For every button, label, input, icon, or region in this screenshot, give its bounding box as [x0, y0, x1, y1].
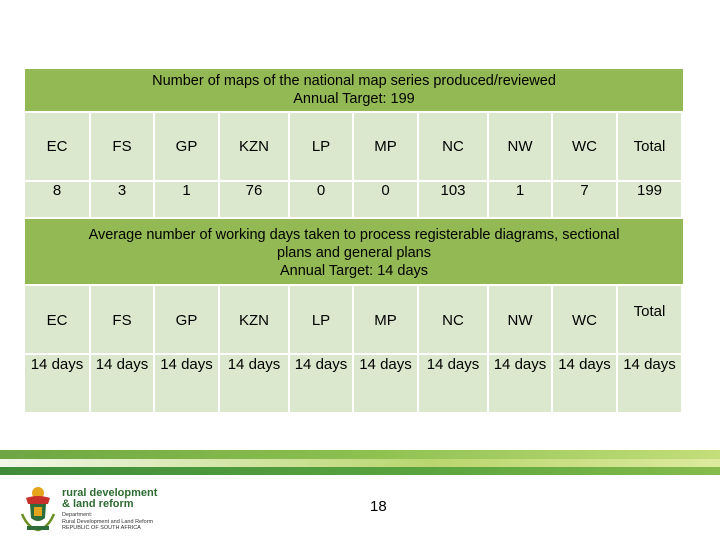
dept-line1: Department: [62, 512, 93, 518]
department-logo [18, 482, 178, 534]
table2-title-line1: Average number of working days taken to process registerable diagrams, sectional [88, 227, 620, 243]
table1-header [25, 69, 683, 111]
table1-value-row [25, 182, 683, 217]
table2-value-wc: 14 days [553, 355, 616, 412]
table1-value-gp: 1 [155, 182, 218, 217]
table1-value-lp: 0 [290, 182, 352, 217]
table2-value-ec: 14 days [25, 355, 89, 412]
table2-col-total: Total [618, 286, 681, 353]
page-number: 18 [370, 498, 387, 515]
table2-col-wc: WC [553, 286, 616, 353]
table2-col-kzn: KZN [220, 286, 288, 353]
table2-value-mp: 14 days [354, 355, 417, 412]
table2-col-fs: FS [91, 286, 153, 353]
table1-target: Annual Target: 199 [293, 91, 415, 107]
table1-col-ec: EC [25, 113, 89, 180]
table1-title: Number of maps of the national map series produced/reviewed [152, 73, 556, 89]
table1-col-wc: WC [553, 113, 616, 180]
table1-value-kzn: 76 [220, 182, 288, 217]
table1-value-nc: 103 [419, 182, 487, 217]
table2-value-total: 14 days [618, 355, 681, 412]
table2-value-row [25, 355, 683, 412]
table2-col-mp: MP [354, 286, 417, 353]
table2-col-ec: EC [25, 286, 89, 353]
dept-line2: Rural Development and Land Reform [62, 518, 154, 525]
table2-col-nw: NW [489, 286, 551, 353]
table2-column-headers [25, 286, 683, 353]
table1-col-lp: LP [290, 113, 352, 180]
department-text [62, 512, 153, 532]
table1-value-fs: 3 [91, 182, 153, 217]
brand-line1: rural development [62, 487, 158, 499]
footer-stripe-middle [0, 459, 720, 467]
table2-col-nc: NC [419, 286, 487, 353]
table1-col-nc: NC [419, 113, 487, 180]
table1-col-gp: GP [155, 113, 218, 180]
table2-title-line2: plans and general plans [277, 245, 431, 261]
table2-value-kzn: 14 days [220, 355, 288, 412]
coat-of-arms-icon [18, 484, 58, 532]
table1-col-kzn: KZN [220, 113, 288, 180]
footer-stripe-top [0, 450, 720, 459]
table2-value-nw: 14 days [489, 355, 551, 412]
footer-stripe-bottom [0, 467, 720, 475]
table2-col-lp: LP [290, 286, 352, 353]
table2-value-fs: 14 days [91, 355, 153, 412]
table2-value-lp: 14 days [290, 355, 352, 412]
table1-value-mp: 0 [354, 182, 417, 217]
table1-col-mp: MP [354, 113, 417, 180]
table2-value-nc: 14 days [419, 355, 487, 412]
table2-value-gp: 14 days [155, 355, 218, 412]
table2-col-gp: GP [155, 286, 218, 353]
table2-header [25, 219, 683, 284]
dept-line3: REPUBLIC OF SOUTH AFRICA [62, 525, 141, 531]
table2-target: Annual Target: 14 days [279, 263, 429, 279]
table1-value-ec: 8 [25, 182, 89, 217]
table1-col-nw: NW [489, 113, 551, 180]
table1-column-headers [25, 113, 683, 180]
table1-value-total: 199 [618, 182, 681, 217]
table1-value-nw: 1 [489, 182, 551, 217]
table1-value-wc: 7 [553, 182, 616, 217]
brand-line2: & land reform [62, 498, 134, 510]
table1-col-fs: FS [91, 113, 153, 180]
table1-col-total: Total [618, 113, 681, 180]
